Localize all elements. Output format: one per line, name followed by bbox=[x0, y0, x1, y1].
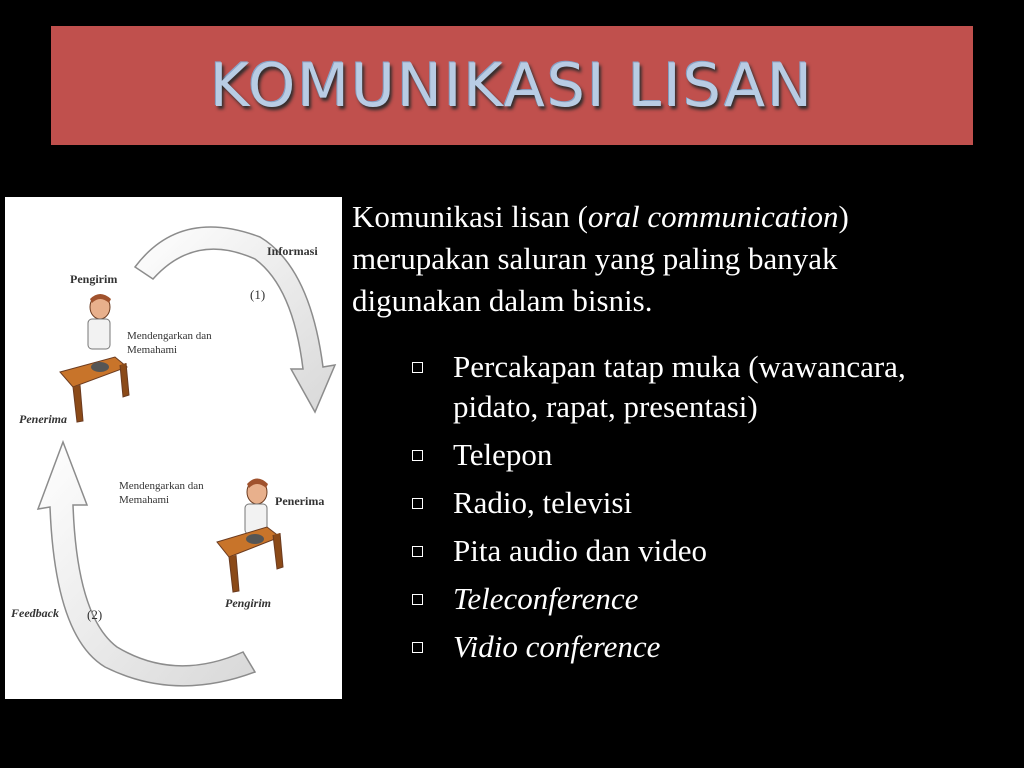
label-mendengarkan-2a: Mendengarkan dan bbox=[119, 480, 204, 492]
square-bullet-icon bbox=[412, 362, 423, 373]
bullet-list bbox=[412, 347, 932, 675]
sender-desk-illustration bbox=[60, 294, 129, 422]
label-penerima-right: Penerima bbox=[275, 494, 325, 508]
square-bullet-icon bbox=[412, 642, 423, 653]
intro-italic-term: oral communication bbox=[587, 199, 839, 234]
label-penerima-left: Penerima bbox=[19, 412, 67, 426]
list-item: Pita audio dan video bbox=[412, 531, 932, 571]
label-feedback: Feedback bbox=[11, 606, 59, 620]
label-pengirim-top: Pengirim bbox=[70, 272, 118, 286]
square-bullet-icon bbox=[412, 450, 423, 461]
list-item: Teleconference bbox=[412, 579, 932, 619]
receiver-desk-illustration bbox=[217, 479, 283, 593]
square-bullet-icon bbox=[412, 498, 423, 509]
label-mendengarkan-1a: Mendengarkan dan bbox=[127, 330, 212, 342]
label-informasi: Informasi bbox=[267, 244, 318, 258]
list-item: Radio, televisi bbox=[412, 483, 932, 523]
list-item: Vidio conference bbox=[412, 627, 932, 667]
label-step-2: (2) bbox=[87, 607, 103, 622]
slide-title: KOMUNIKASI LISAN bbox=[210, 50, 814, 121]
intro-text-before: Komunikasi lisan ( bbox=[352, 199, 588, 234]
label-mendengarkan-1b: Memahami bbox=[127, 344, 178, 356]
title-bar bbox=[51, 26, 973, 145]
square-bullet-icon bbox=[412, 546, 423, 557]
list-item: Percakapan tatap muka (wawancara, pidato, rapat, presentasi) bbox=[412, 347, 932, 427]
bottom-arc-arrow bbox=[38, 442, 255, 686]
square-bullet-icon bbox=[412, 594, 423, 605]
intro-paragraph bbox=[352, 196, 972, 322]
communication-cycle-diagram bbox=[5, 197, 342, 699]
label-mendengarkan-2b: Memahami bbox=[119, 494, 170, 506]
intro-text-after: ) merupakan saluran yang paling banyak digunakan dalam bisnis. bbox=[352, 199, 849, 318]
label-pengirim-bottom: Pengirim bbox=[225, 596, 272, 610]
list-item: Telepon bbox=[412, 435, 932, 475]
label-step-1: (1) bbox=[250, 287, 266, 302]
